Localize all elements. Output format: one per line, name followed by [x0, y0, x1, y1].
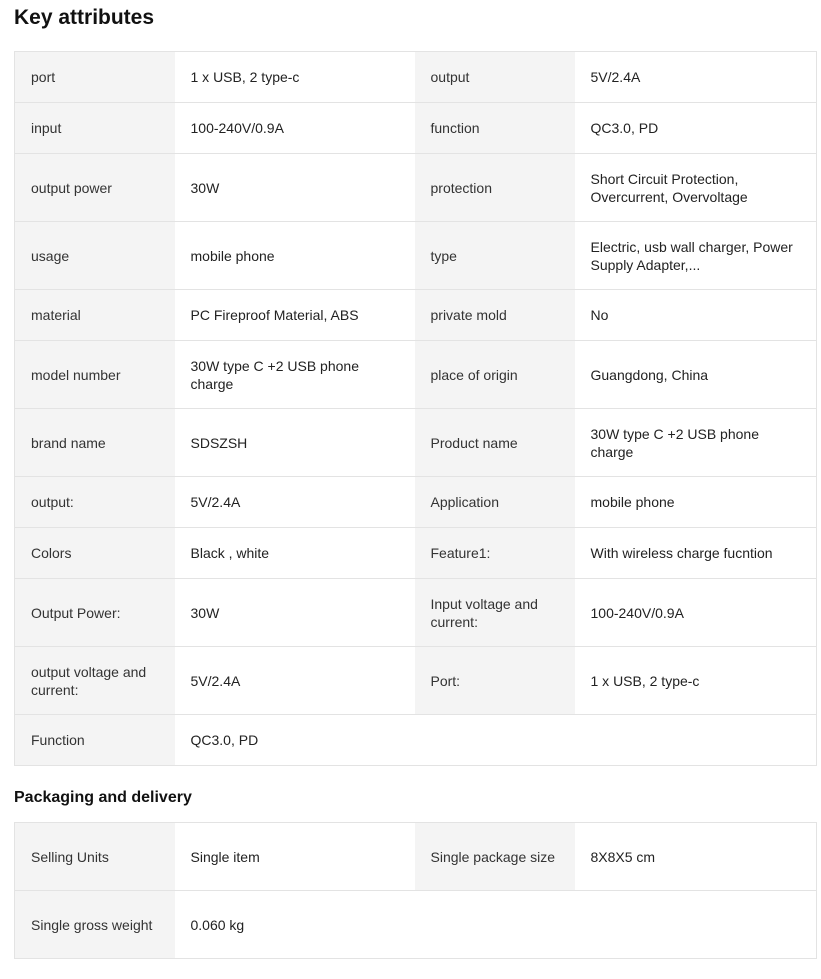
attribute-label: Selling Units	[15, 823, 175, 891]
attribute-value: QC3.0, PD	[175, 715, 415, 766]
table-row	[15, 222, 817, 290]
attribute-label: port	[15, 52, 175, 103]
attribute-value: 0.060 kg	[175, 891, 415, 959]
attribute-label: Port:	[415, 647, 575, 715]
table-row	[15, 103, 817, 154]
attribute-label: output voltage and current:	[15, 647, 175, 715]
empty-cell	[415, 715, 575, 766]
table-row	[15, 154, 817, 222]
attribute-label: material	[15, 290, 175, 341]
attribute-value: 5V/2.4A	[175, 477, 415, 528]
attribute-label: function	[415, 103, 575, 154]
attribute-label: protection	[415, 154, 575, 222]
attribute-value: 8X8X5 cm	[575, 823, 817, 891]
attribute-value: 100-240V/0.9A	[175, 103, 415, 154]
attribute-label: Single gross weight	[15, 891, 175, 959]
packaging-table	[14, 822, 817, 959]
key-attributes-table	[14, 51, 817, 766]
attribute-value: 5V/2.4A	[575, 52, 817, 103]
table-row	[15, 409, 817, 477]
attribute-value: mobile phone	[175, 222, 415, 290]
attribute-value: SDSZSH	[175, 409, 415, 477]
attribute-value: 30W type C +2 USB phone charge	[175, 341, 415, 409]
attribute-value: QC3.0, PD	[575, 103, 817, 154]
table-row	[15, 823, 817, 891]
key-attributes-title: Key attributes	[14, 6, 155, 29]
attribute-value: mobile phone	[575, 477, 817, 528]
attribute-value: No	[575, 290, 817, 341]
attribute-label: Colors	[15, 528, 175, 579]
table-row	[15, 341, 817, 409]
packaging-title: Packaging and delivery	[14, 789, 192, 806]
attribute-value: 1 x USB, 2 type-c	[175, 52, 415, 103]
attribute-value: Black , white	[175, 528, 415, 579]
attribute-value: Guangdong, China	[575, 341, 817, 409]
attribute-value: 30W	[175, 579, 415, 647]
table-row	[15, 647, 817, 715]
attribute-value: 30W	[175, 154, 415, 222]
attribute-label: model number	[15, 341, 175, 409]
empty-cell	[575, 715, 817, 766]
attribute-label: output:	[15, 477, 175, 528]
attribute-value: With wireless charge fucntion	[575, 528, 817, 579]
attribute-label: Input voltage and current:	[415, 579, 575, 647]
table-row	[15, 579, 817, 647]
empty-cell	[575, 891, 817, 959]
attribute-value: Electric, usb wall charger, Power Supply Adapter,...	[575, 222, 817, 290]
attribute-label: Single package size	[415, 823, 575, 891]
attribute-value: 30W type C +2 USB phone charge	[575, 409, 817, 477]
attribute-label: type	[415, 222, 575, 290]
attribute-label: Function	[15, 715, 175, 766]
attribute-label: output power	[15, 154, 175, 222]
attribute-label: output	[415, 52, 575, 103]
attribute-value: PC Fireproof Material, ABS	[175, 290, 415, 341]
table-row	[15, 290, 817, 341]
attribute-label: private mold	[415, 290, 575, 341]
attribute-label: Feature1:	[415, 528, 575, 579]
attribute-value: 100-240V/0.9A	[575, 579, 817, 647]
attribute-value: 5V/2.4A	[175, 647, 415, 715]
table-row	[15, 715, 817, 766]
attribute-value: Short Circuit Protection, Overcurrent, Overvoltage	[575, 154, 817, 222]
empty-cell	[415, 891, 575, 959]
table-row	[15, 891, 817, 959]
attribute-label: Application	[415, 477, 575, 528]
attribute-label: brand name	[15, 409, 175, 477]
table-row	[15, 477, 817, 528]
table-row	[15, 52, 817, 103]
attribute-label: Output Power:	[15, 579, 175, 647]
attribute-label: input	[15, 103, 175, 154]
attribute-label: Product name	[415, 409, 575, 477]
attribute-value: 1 x USB, 2 type-c	[575, 647, 817, 715]
table-row	[15, 528, 817, 579]
attribute-label: usage	[15, 222, 175, 290]
attribute-value: Single item	[175, 823, 415, 891]
attribute-label: place of origin	[415, 341, 575, 409]
